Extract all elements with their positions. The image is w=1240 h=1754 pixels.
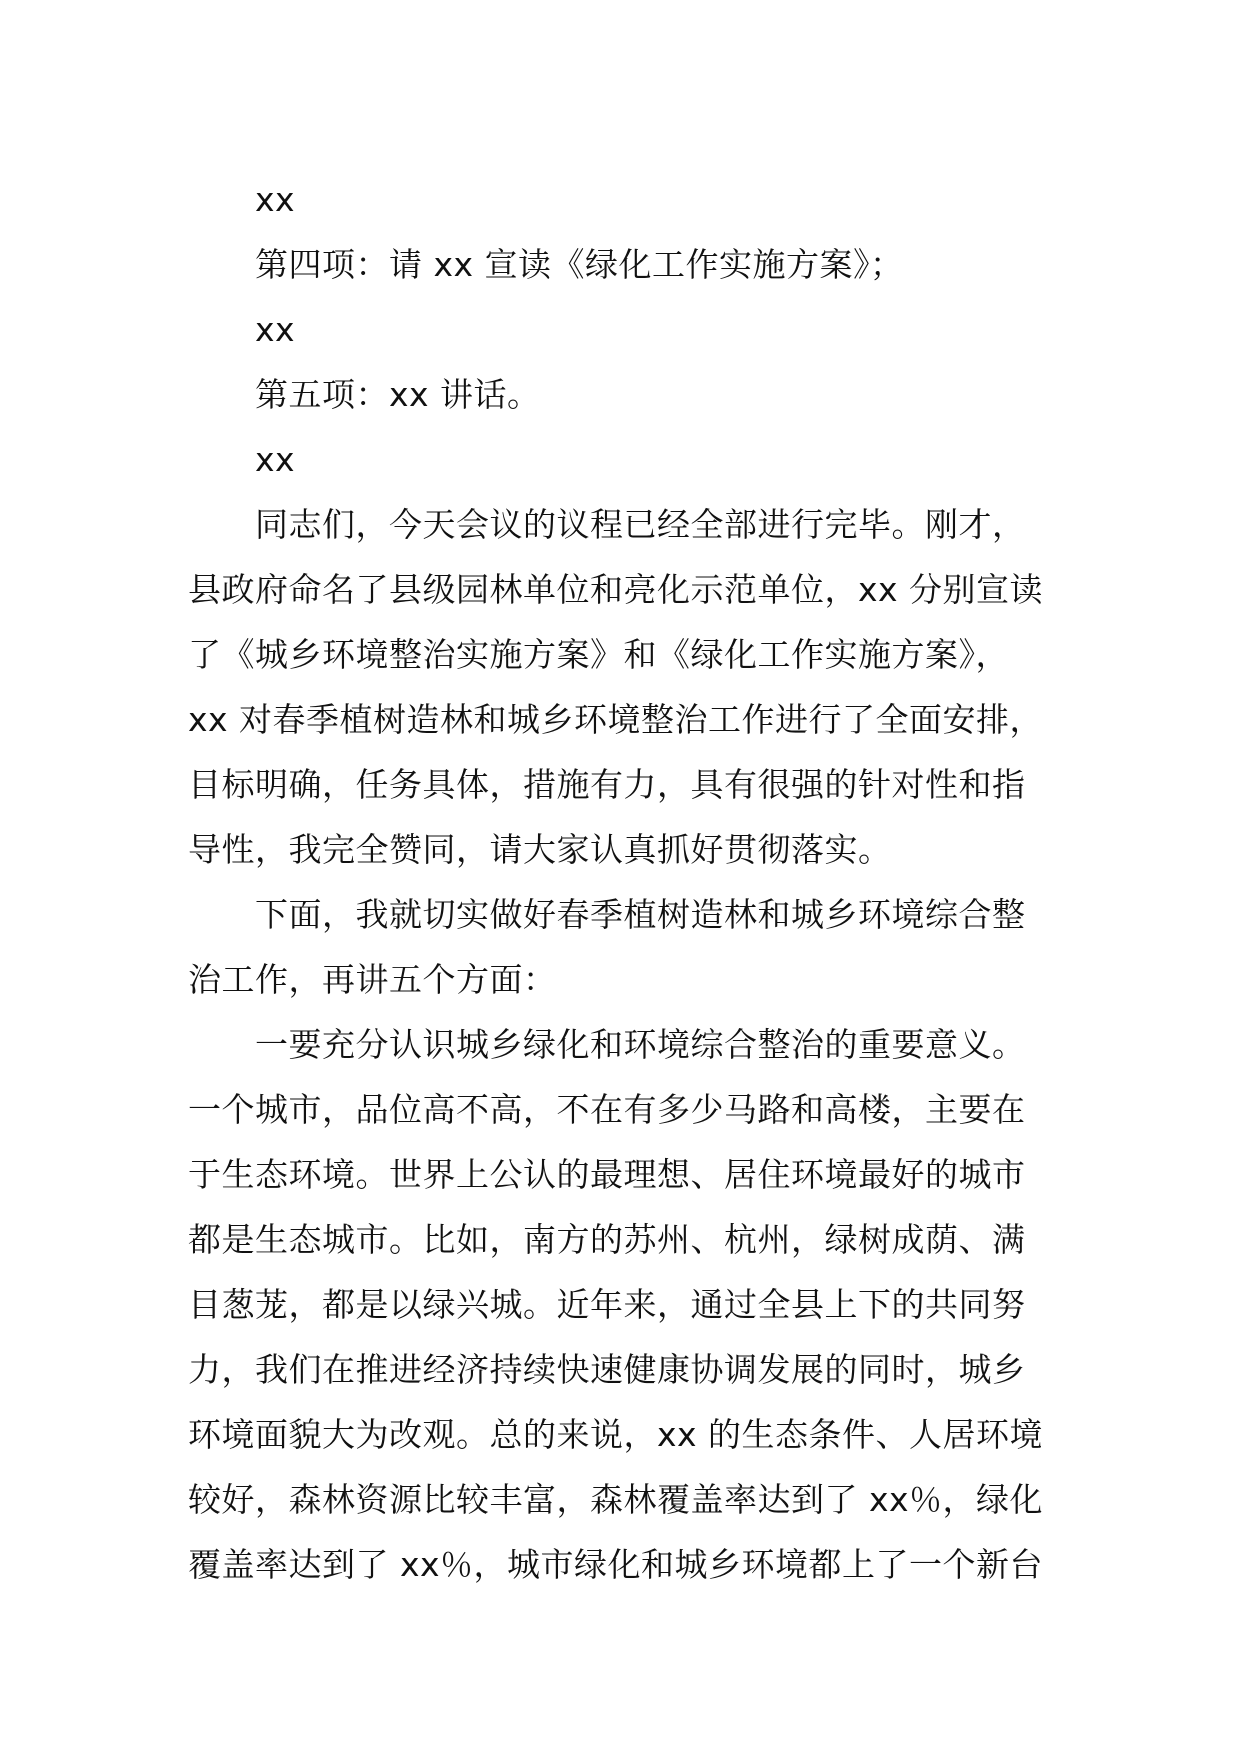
paragraph-line: 力，我们在推进经济持续快速健康协调发展的同时，城乡 bbox=[188, 1350, 1026, 1389]
speaker-placeholder-1: xx bbox=[255, 180, 296, 219]
paragraph-line: 目标明确，任务具体，措施有力，具有很强的针对性和指 bbox=[188, 765, 1026, 804]
paragraph-line: 导性，我完全赞同，请大家认真抓好贯彻落实。 bbox=[188, 830, 892, 869]
paragraph-line: 都是生态城市。比如，南方的苏州、杭州，绿树成荫、满 bbox=[188, 1220, 1026, 1259]
paragraph-line: 目葱茏，都是以绿兴城。近年来，通过全县上下的共同努 bbox=[188, 1285, 1026, 1324]
paragraph-line: 于生态环境。世界上公认的最理想、居住环境最好的城市 bbox=[188, 1155, 1026, 1194]
speaker-placeholder-3: xx bbox=[255, 440, 296, 479]
speaker-placeholder-2: xx bbox=[255, 310, 296, 349]
paragraph-line: 县政府命名了县级园林单位和亮化示范单位，xx 分别宣读 bbox=[188, 570, 1044, 609]
paragraph-line: 环境面貌大为改观。总的来说，xx 的生态条件、人居环境 bbox=[188, 1415, 1044, 1454]
paragraph-line: 了《城乡环境整治实施方案》和《绿化工作实施方案》， bbox=[188, 635, 1009, 674]
paragraph-line: 治工作，再讲五个方面： bbox=[188, 960, 557, 999]
paragraph-line: 覆盖率达到了 xx％，城市绿化和城乡环境都上了一个新台 bbox=[188, 1545, 1044, 1584]
agenda-item-five: 第五项：xx 讲话。 bbox=[255, 375, 541, 414]
paragraph-line: 较好，森林资源比较丰富，森林覆盖率达到了 xx％，绿化 bbox=[188, 1480, 1044, 1519]
paragraph-line: 一个城市，品位高不高，不在有多少马路和高楼，主要在 bbox=[188, 1090, 1026, 1129]
section-heading-one: 一要充分认识城乡绿化和环境综合整治的重要意义。 bbox=[255, 1025, 1026, 1064]
paragraph-line: 同志们，今天会议的议程已经全部进行完毕。刚才， bbox=[255, 505, 1026, 544]
agenda-item-four: 第四项：请 xx 宣读《绿化工作实施方案》； bbox=[255, 245, 904, 284]
paragraph-line: 下面，我就切实做好春季植树造林和城乡环境综合整 bbox=[255, 895, 1026, 934]
paragraph-line: xx 对春季植树造林和城乡环境整治工作进行了全面安排， bbox=[188, 700, 1044, 739]
